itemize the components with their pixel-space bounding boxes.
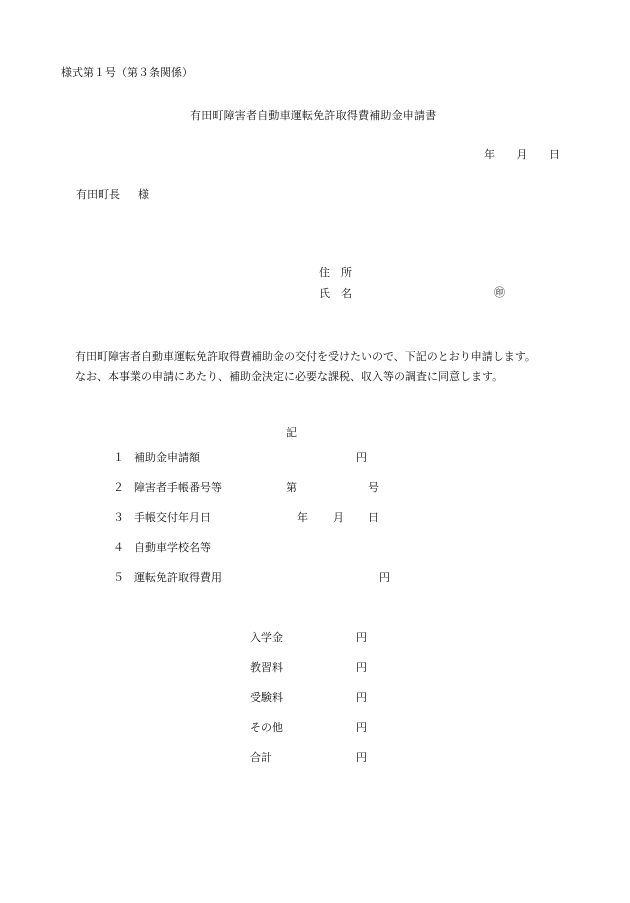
addressee-name: 有田町長 xyxy=(76,188,120,201)
ki-heading: 記 xyxy=(286,426,297,439)
item-unit-yen: 円 xyxy=(379,571,390,584)
application-statement xyxy=(75,347,585,387)
issue-date-day-label: 日 xyxy=(368,511,379,524)
page-title: 有田町障害者自動車運転免許取得費補助金申請書 xyxy=(190,109,437,122)
applicant-name-label: 氏 名 xyxy=(319,287,352,300)
fee-label-other: その他 xyxy=(250,721,283,734)
statement-line-2: なお、本事業の申請にあたり、補助金決定に必要な課税、収入等の調査に同意します。 xyxy=(75,370,504,383)
handbook-number-suffix: 号 xyxy=(368,481,379,494)
fee-unit-yen: 円 xyxy=(356,661,367,674)
item-number: ４ xyxy=(113,541,124,554)
addressee-honorific: 様 xyxy=(138,188,149,201)
item-label-license-cost: 運転免許取得費用 xyxy=(134,571,222,584)
application-date xyxy=(484,149,560,160)
seal-icon: ㊞ xyxy=(494,286,505,299)
form-number: 様式第１号（第３条関係） xyxy=(61,66,193,79)
item-number: ２ xyxy=(113,481,124,494)
fee-unit-yen: 円 xyxy=(356,691,367,704)
date-month-label: 月 xyxy=(516,148,528,161)
item-label-subsidy-amount: 補助金申請額 xyxy=(134,451,200,464)
addressee xyxy=(76,189,149,200)
fee-unit-yen: 円 xyxy=(356,721,367,734)
item-number: ５ xyxy=(113,571,124,584)
date-year-label: 年 xyxy=(484,148,495,161)
item-label-handbook-issue-date: 手帳交付年月日 xyxy=(134,511,211,524)
statement-line-1: 有田町障害者自動車運転免許取得費補助金の交付を受けたいので、下記のとおり申請します。 xyxy=(75,350,536,363)
applicant-address-label: 住 所 xyxy=(319,266,352,279)
item-number: ３ xyxy=(113,511,124,524)
issue-date-month-label: 月 xyxy=(333,511,344,524)
fee-label-training: 教習料 xyxy=(250,661,283,674)
fee-unit-yen: 円 xyxy=(356,751,367,764)
fee-label-admission: 入学金 xyxy=(250,631,283,644)
item-unit-yen: 円 xyxy=(356,451,367,464)
item-label-handbook-number: 障害者手帳番号等 xyxy=(134,481,222,494)
item-label-driving-school: 自動車学校名等 xyxy=(134,541,211,554)
item-number: １ xyxy=(113,451,124,464)
issue-date-year-label: 年 xyxy=(297,511,308,524)
fee-unit-yen: 円 xyxy=(356,631,367,644)
handbook-number-prefix: 第 xyxy=(286,481,297,494)
fee-label-exam: 受験料 xyxy=(250,691,283,704)
date-day-label: 日 xyxy=(549,148,560,161)
fee-label-total: 合計 xyxy=(250,751,272,764)
